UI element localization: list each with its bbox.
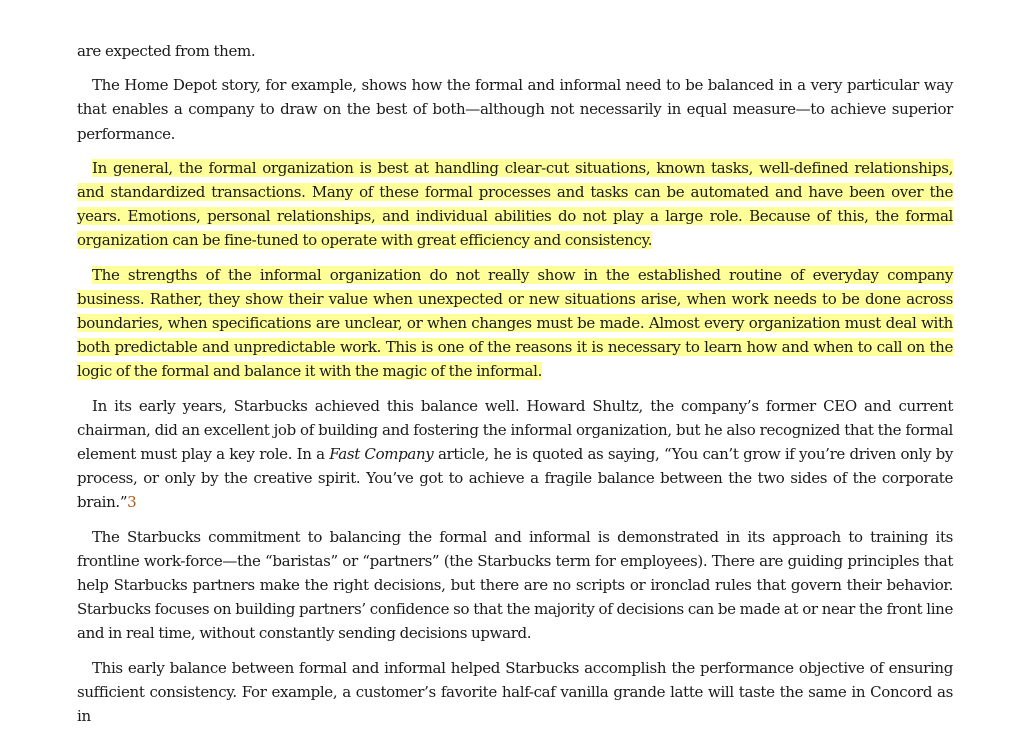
paragraph-home-depot — [77, 73, 953, 146]
paragraph-text: article, he is quoted as saying, “You can’t grow if you’re driven only by process, or only by the creative spirit. You’ve got to achieve a fragile balance between the two sides of the corporate brain.” — [77, 445, 953, 512]
paragraph-text: The Starbucks commitment to balancing the formal and informal is demonstrated in its approach to training its frontline work-force—the “baristas” or “partners” (the Starbucks term for employees). There are guiding principles that help Starbucks partners make the right decisions, but there are no scripts or ironclad rules that govern their behavior. Starbucks focuses on building partners’ confidence so that the majority of decisions can be made at or near the front line and in real time, without constantly sending decisions upward. — [77, 527, 953, 643]
paragraph-informal-organization-highlighted — [77, 263, 953, 384]
highlighted-text: In general, the formal organization is best at handling clear-cut situations, known tasks, well-defined relationships, and standardized transactions. Many of these formal processes and tasks can be automated and have been over the years. Emotions, personal relationships, and individual abilities do not play a large role. Because of this, the formal organization can be fine-tuned to operate with great efficiency and consistency. — [77, 158, 953, 250]
highlighted-text: The strengths of the informal organization do not really show in the established routine of everyday company business. Rather, they show their value when unexpected or new situations arise, when work needs to be done across boundaries, when specifications are unclear, or when changes must be made. Almost every organization must deal with both predictable and unpredictable work. This is one of the reasons it is necessary to learn how and when to call on the logic of the formal and balance it with the magic of the informal. — [77, 265, 953, 381]
document-page — [77, 39, 953, 738]
paragraph-text: This early balance between formal and informal helped Starbucks accomplish the performance objective of ensuring sufficient consistency. For example, a customer’s favorite half-caf vanilla grande latte will taste the same in Concord as in — [77, 658, 953, 726]
paragraph-text: are expected from them. — [77, 42, 256, 60]
paragraph-continuation — [77, 39, 953, 63]
footnote-link[interactable]: 3 — [127, 493, 137, 512]
paragraph-starbucks-balance — [77, 394, 953, 515]
paragraph-text: In its early years, Starbucks achieved this balance well. Howard Shultz, the company’s former CEO and current chairman, did an excellent job of building and fostering the informal organization, but he also recognized that the formal element must play a key role. In a — [77, 396, 953, 464]
paragraph-starbucks-consistency — [77, 656, 953, 729]
paragraph-starbucks-training — [77, 525, 953, 646]
paragraph-formal-organization-highlighted — [77, 156, 953, 253]
paragraph-text: The Home Depot story, for example, shows how the formal and informal need to be balanced in a very particular way that enables a company to draw on the best of both—although not necessarily in equal measure—to achieve superior performance. — [77, 76, 953, 143]
publication-title: Fast Company — [329, 445, 434, 464]
